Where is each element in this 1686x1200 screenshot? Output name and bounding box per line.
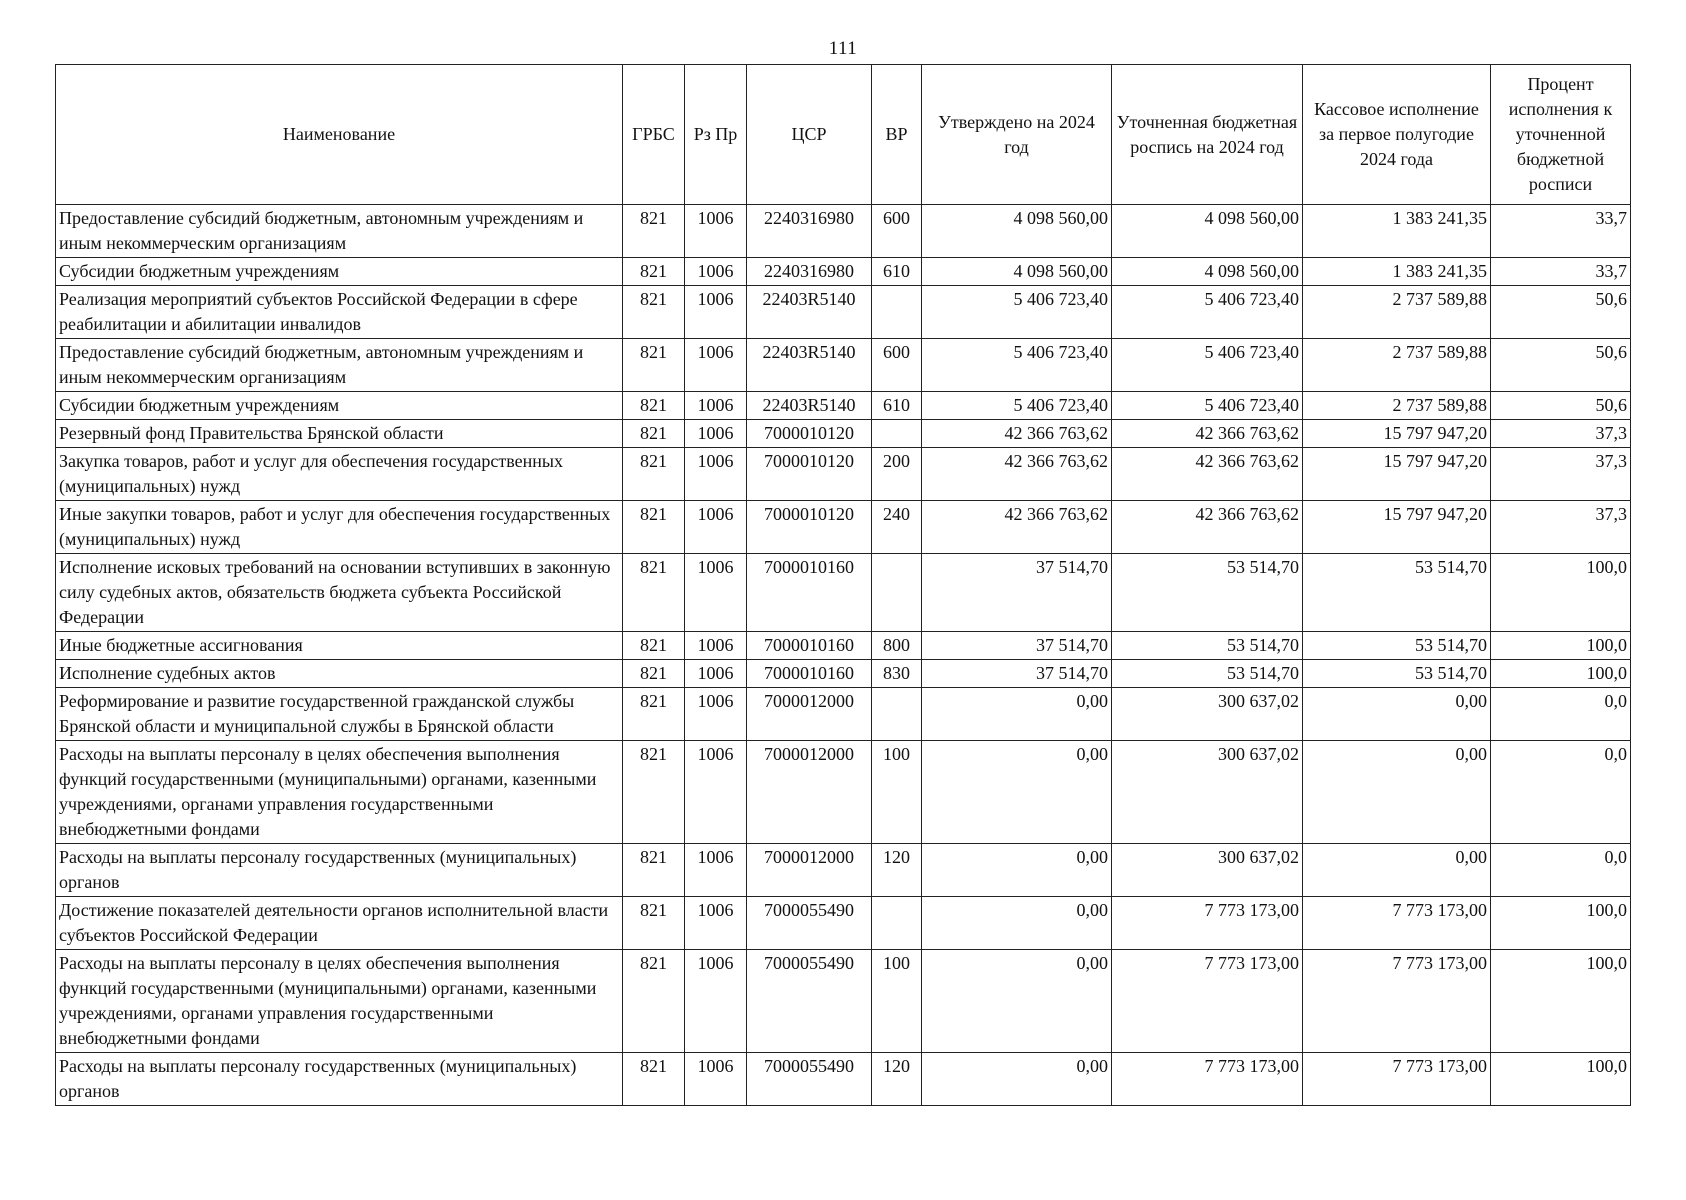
cell-cash: 2 737 589,88 (1303, 392, 1491, 420)
cell-vr: 600 (872, 339, 922, 392)
cell-grbs: 821 (623, 420, 685, 448)
cell-approved: 5 406 723,40 (922, 392, 1112, 420)
cell-csr: 22403R5140 (747, 339, 872, 392)
cell-vr (872, 420, 922, 448)
cell-vr: 240 (872, 501, 922, 554)
cell-percent: 0,0 (1491, 844, 1631, 897)
cell-rzpr: 1006 (685, 286, 747, 339)
cell-percent: 50,6 (1491, 339, 1631, 392)
cell-rzpr: 1006 (685, 844, 747, 897)
cell-name: Расходы на выплаты персоналу государственных (муниципальных) органов (56, 844, 623, 897)
cell-percent: 50,6 (1491, 392, 1631, 420)
cell-name: Резервный фонд Правительства Брянской области (56, 420, 623, 448)
table-row (56, 632, 1631, 660)
cell-name: Реформирование и развитие государственной гражданской службы Брянской области и муниципальной службы в Брянской области (56, 688, 623, 741)
cell-csr: 22403R5140 (747, 286, 872, 339)
cell-grbs: 821 (623, 448, 685, 501)
cell-refined: 300 637,02 (1112, 741, 1303, 844)
cell-name: Достижение показателей деятельности органов исполнительной власти субъектов Российской Федерации (56, 897, 623, 950)
cell-rzpr: 1006 (685, 950, 747, 1053)
cell-name: Субсидии бюджетным учреждениям (56, 258, 623, 286)
cell-name: Реализация мероприятий субъектов Российской Федерации в сфере реабилитации и абилитации инвалидов (56, 286, 623, 339)
cell-name: Исполнение исковых требований на основании вступивших в законную силу судебных актов, обязательств бюджета субъекта Российской Федерации (56, 554, 623, 632)
cell-refined: 5 406 723,40 (1112, 286, 1303, 339)
cell-cash: 0,00 (1303, 844, 1491, 897)
cell-vr: 100 (872, 950, 922, 1053)
cell-vr: 800 (872, 632, 922, 660)
cell-grbs: 821 (623, 660, 685, 688)
cell-approved: 42 366 763,62 (922, 448, 1112, 501)
cell-name: Расходы на выплаты персоналу в целях обеспечения выполнения функций государственными (муниципальными) органами, казенными учреждениями, органами управления государственными внебюджетными фондами (56, 950, 623, 1053)
cell-grbs: 821 (623, 1053, 685, 1106)
cell-percent: 37,3 (1491, 420, 1631, 448)
cell-grbs: 821 (623, 286, 685, 339)
header-approved: Утверждено на 2024 год (922, 65, 1112, 205)
table-row (56, 501, 1631, 554)
cell-cash: 53 514,70 (1303, 554, 1491, 632)
cell-csr: 22403R5140 (747, 392, 872, 420)
cell-refined: 300 637,02 (1112, 844, 1303, 897)
cell-cash: 15 797 947,20 (1303, 501, 1491, 554)
cell-refined: 4 098 560,00 (1112, 205, 1303, 258)
cell-approved: 5 406 723,40 (922, 286, 1112, 339)
cell-csr: 7000012000 (747, 844, 872, 897)
cell-approved: 37 514,70 (922, 632, 1112, 660)
cell-cash: 2 737 589,88 (1303, 339, 1491, 392)
cell-cash: 15 797 947,20 (1303, 420, 1491, 448)
cell-rzpr: 1006 (685, 688, 747, 741)
table-row (56, 660, 1631, 688)
header-vr: ВР (872, 65, 922, 205)
cell-percent: 0,0 (1491, 688, 1631, 741)
cell-approved: 0,00 (922, 688, 1112, 741)
cell-csr: 2240316980 (747, 258, 872, 286)
cell-rzpr: 1006 (685, 448, 747, 501)
cell-approved: 0,00 (922, 741, 1112, 844)
cell-rzpr: 1006 (685, 258, 747, 286)
table-row (56, 339, 1631, 392)
cell-refined: 42 366 763,62 (1112, 420, 1303, 448)
cell-percent: 100,0 (1491, 554, 1631, 632)
cell-approved: 4 098 560,00 (922, 258, 1112, 286)
table-row (56, 205, 1631, 258)
cell-rzpr: 1006 (685, 660, 747, 688)
table-row (56, 688, 1631, 741)
cell-csr: 7000012000 (747, 688, 872, 741)
cell-name: Исполнение судебных актов (56, 660, 623, 688)
cell-percent: 100,0 (1491, 632, 1631, 660)
cell-vr (872, 897, 922, 950)
cell-cash: 2 737 589,88 (1303, 286, 1491, 339)
cell-rzpr: 1006 (685, 741, 747, 844)
cell-grbs: 821 (623, 632, 685, 660)
cell-csr: 7000010160 (747, 660, 872, 688)
header-refined: Уточненная бюджетная роспись на 2024 год (1112, 65, 1303, 205)
cell-grbs: 821 (623, 205, 685, 258)
cell-csr: 7000010160 (747, 554, 872, 632)
header-csr: ЦСР (747, 65, 872, 205)
cell-percent: 33,7 (1491, 205, 1631, 258)
header-name: Наименование (56, 65, 623, 205)
cell-percent: 100,0 (1491, 1053, 1631, 1106)
cell-vr: 610 (872, 258, 922, 286)
table-row (56, 1053, 1631, 1106)
table-row (56, 897, 1631, 950)
table-row (56, 844, 1631, 897)
cell-approved: 37 514,70 (922, 660, 1112, 688)
cell-percent: 33,7 (1491, 258, 1631, 286)
header-grbs: ГРБС (623, 65, 685, 205)
cell-approved: 0,00 (922, 1053, 1112, 1106)
cell-name: Иные закупки товаров, работ и услуг для обеспечения государственных (муниципальных) нужд (56, 501, 623, 554)
cell-approved: 4 098 560,00 (922, 205, 1112, 258)
cell-grbs: 821 (623, 392, 685, 420)
cell-cash: 1 383 241,35 (1303, 258, 1491, 286)
cell-percent: 0,0 (1491, 741, 1631, 844)
cell-grbs: 821 (623, 741, 685, 844)
header-percent: Процент исполнения к уточненной бюджетной росписи (1491, 65, 1631, 205)
cell-vr: 610 (872, 392, 922, 420)
cell-approved: 37 514,70 (922, 554, 1112, 632)
cell-rzpr: 1006 (685, 501, 747, 554)
cell-csr: 7000010120 (747, 448, 872, 501)
cell-vr: 120 (872, 844, 922, 897)
cell-vr: 120 (872, 1053, 922, 1106)
cell-percent: 100,0 (1491, 660, 1631, 688)
cell-csr: 7000055490 (747, 950, 872, 1053)
table-row (56, 258, 1631, 286)
cell-approved: 0,00 (922, 844, 1112, 897)
table-row (56, 392, 1631, 420)
cell-percent: 37,3 (1491, 501, 1631, 554)
header-rzpr: Рз Пр (685, 65, 747, 205)
cell-percent: 37,3 (1491, 448, 1631, 501)
cell-refined: 42 366 763,62 (1112, 501, 1303, 554)
cell-name: Предоставление субсидий бюджетным, автономным учреждениям и иным некоммерческим организациям (56, 339, 623, 392)
cell-percent: 50,6 (1491, 286, 1631, 339)
cell-vr: 830 (872, 660, 922, 688)
page-number: 111 (828, 38, 858, 59)
cell-rzpr: 1006 (685, 554, 747, 632)
cell-cash: 7 773 173,00 (1303, 1053, 1491, 1106)
cell-rzpr: 1006 (685, 205, 747, 258)
table-body (56, 205, 1631, 1106)
cell-refined: 7 773 173,00 (1112, 950, 1303, 1053)
cell-approved: 42 366 763,62 (922, 501, 1112, 554)
cell-name: Иные бюджетные ассигнования (56, 632, 623, 660)
cell-grbs: 821 (623, 897, 685, 950)
cell-grbs: 821 (623, 501, 685, 554)
table-row (56, 741, 1631, 844)
cell-cash: 0,00 (1303, 688, 1491, 741)
table-row (56, 286, 1631, 339)
cell-rzpr: 1006 (685, 339, 747, 392)
cell-grbs: 821 (623, 950, 685, 1053)
cell-refined: 5 406 723,40 (1112, 392, 1303, 420)
cell-rzpr: 1006 (685, 632, 747, 660)
cell-vr: 600 (872, 205, 922, 258)
cell-csr: 7000012000 (747, 741, 872, 844)
header-row (56, 65, 1631, 205)
table-row (56, 420, 1631, 448)
table-row (56, 950, 1631, 1053)
cell-refined: 53 514,70 (1112, 554, 1303, 632)
cell-rzpr: 1006 (685, 897, 747, 950)
cell-refined: 7 773 173,00 (1112, 1053, 1303, 1106)
cell-approved: 0,00 (922, 897, 1112, 950)
cell-percent: 100,0 (1491, 897, 1631, 950)
cell-percent: 100,0 (1491, 950, 1631, 1053)
cell-grbs: 821 (623, 554, 685, 632)
cell-vr: 100 (872, 741, 922, 844)
cell-name: Расходы на выплаты персоналу в целях обеспечения выполнения функций государственными (муниципальными) органами, казенными учреждениями, органами управления государственными внебюджетными фондами (56, 741, 623, 844)
cell-refined: 53 514,70 (1112, 632, 1303, 660)
cell-refined: 4 098 560,00 (1112, 258, 1303, 286)
cell-grbs: 821 (623, 339, 685, 392)
cell-vr (872, 688, 922, 741)
cell-name: Расходы на выплаты персоналу государственных (муниципальных) органов (56, 1053, 623, 1106)
cell-cash: 53 514,70 (1303, 632, 1491, 660)
table-row (56, 554, 1631, 632)
cell-csr: 2240316980 (747, 205, 872, 258)
cell-name: Предоставление субсидий бюджетным, автономным учреждениям и иным некоммерческим организациям (56, 205, 623, 258)
cell-refined: 53 514,70 (1112, 660, 1303, 688)
cell-name: Закупка товаров, работ и услуг для обеспечения государственных (муниципальных) нужд (56, 448, 623, 501)
cell-approved: 0,00 (922, 950, 1112, 1053)
cell-approved: 42 366 763,62 (922, 420, 1112, 448)
table-row (56, 448, 1631, 501)
cell-csr: 7000010120 (747, 420, 872, 448)
cell-refined: 5 406 723,40 (1112, 339, 1303, 392)
cell-name: Субсидии бюджетным учреждениям (56, 392, 623, 420)
cell-grbs: 821 (623, 258, 685, 286)
cell-csr: 7000055490 (747, 897, 872, 950)
cell-csr: 7000010160 (747, 632, 872, 660)
cell-grbs: 821 (623, 688, 685, 741)
cell-grbs: 821 (623, 844, 685, 897)
cell-cash: 15 797 947,20 (1303, 448, 1491, 501)
cell-cash: 7 773 173,00 (1303, 950, 1491, 1053)
cell-vr (872, 554, 922, 632)
cell-cash: 1 383 241,35 (1303, 205, 1491, 258)
header-cash: Кассовое исполнение за первое полугодие 2024 года (1303, 65, 1491, 205)
cell-refined: 300 637,02 (1112, 688, 1303, 741)
budget-table (55, 64, 1631, 1106)
cell-cash: 0,00 (1303, 741, 1491, 844)
cell-cash: 53 514,70 (1303, 660, 1491, 688)
cell-refined: 42 366 763,62 (1112, 448, 1303, 501)
cell-vr (872, 286, 922, 339)
cell-csr: 7000055490 (747, 1053, 872, 1106)
cell-rzpr: 1006 (685, 420, 747, 448)
cell-cash: 7 773 173,00 (1303, 897, 1491, 950)
cell-approved: 5 406 723,40 (922, 339, 1112, 392)
cell-csr: 7000010120 (747, 501, 872, 554)
cell-rzpr: 1006 (685, 392, 747, 420)
cell-vr: 200 (872, 448, 922, 501)
cell-refined: 7 773 173,00 (1112, 897, 1303, 950)
cell-rzpr: 1006 (685, 1053, 747, 1106)
